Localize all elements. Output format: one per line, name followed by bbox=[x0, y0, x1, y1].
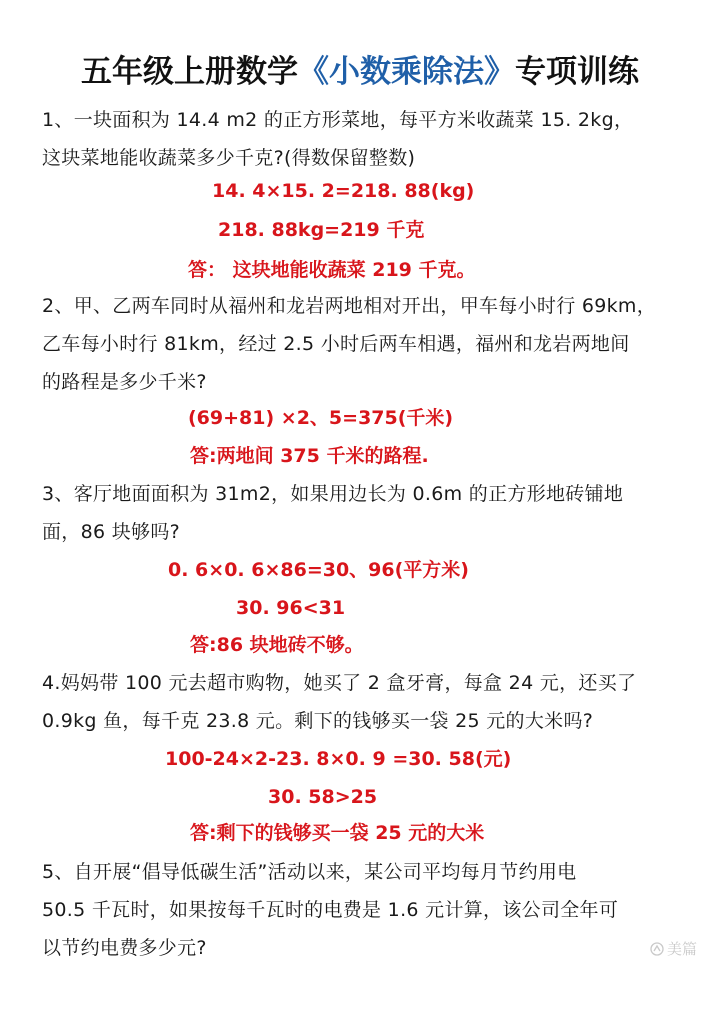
title-part-grade: 五年级上册数学 bbox=[81, 54, 298, 90]
question-line: 1、一块面积为 14.4 m2 的正方形菜地，每平方米收蔬菜 15. 2kg， bbox=[42, 109, 634, 131]
problem-3-final-answer: 答:86 块地砖不够。 bbox=[190, 634, 364, 656]
problem-3-answer-step-1: 0. 6×0. 6×86=30、96(平方米) bbox=[168, 559, 469, 581]
problem-5-question bbox=[42, 853, 692, 967]
problem-4-answer-step-1: 100-24×2-23. 8×0. 9 =30. 58(元) bbox=[165, 748, 512, 770]
title-part-topic: 《小数乘除法》 bbox=[298, 54, 515, 90]
watermark-text: 美篇 bbox=[667, 940, 698, 958]
question-line: 的路程是多少千米? bbox=[42, 371, 207, 393]
problem-4-question bbox=[42, 664, 692, 740]
question-line: 3、客厅地面面积为 31m2，如果用边长为 0.6m 的正方形地砖铺地 bbox=[42, 483, 624, 505]
problem-1-answer-step-2: 218. 88kg=219 千克 bbox=[218, 219, 425, 241]
problem-3-question bbox=[42, 475, 692, 551]
question-line: 4.妈妈带 100 元去超市购物，她买了 2 盒牙膏，每盒 24 元，还买了 bbox=[42, 672, 637, 694]
problem-1-answer-step-1: 14. 4×15. 2=218. 88(kg) bbox=[212, 180, 475, 202]
question-line: 面，86 块够吗? bbox=[42, 521, 181, 543]
problem-2-final-answer: 答:两地间 375 千米的路程. bbox=[190, 445, 429, 467]
problem-2-answer-step-1: (69+81) ×2、5=375(千米) bbox=[188, 407, 454, 429]
meipian-logo-icon bbox=[650, 942, 664, 956]
watermark bbox=[650, 938, 697, 959]
problem-4-answer-step-2: 30. 58>25 bbox=[268, 786, 378, 808]
question-line: 0.9kg 鱼，每千克 23.8 元。剩下的钱够买一袋 25 元的大米吗? bbox=[42, 710, 594, 732]
problem-2-question bbox=[42, 287, 692, 401]
question-line: 这块菜地能收蔬菜多少千克?(得数保留整数) bbox=[42, 147, 416, 169]
question-line: 5、自开展“倡导低碳生活”活动以来，某公司平均每月节约用电 bbox=[42, 861, 577, 883]
problem-1-final-answer: 答： 这块地能收蔬菜 219 千克。 bbox=[188, 259, 476, 281]
page-title bbox=[0, 50, 720, 94]
question-line: 2、甲、乙两车同时从福州和龙岩两地相对开出，甲车每小时行 69km， bbox=[42, 295, 657, 317]
title-part-suffix: 专项训练 bbox=[515, 54, 639, 90]
question-line: 以节约电费多少元? bbox=[42, 937, 207, 959]
question-line: 乙车每小时行 81km，经过 2.5 小时后两车相遇，福州和龙岩两地间 bbox=[42, 333, 630, 355]
problem-4-final-answer: 答:剩下的钱够买一袋 25 元的大米 bbox=[190, 822, 485, 844]
question-line: 50.5 千瓦时，如果按每千瓦时的电费是 1.6 元计算，该公司全年可 bbox=[42, 899, 619, 921]
problem-1-question bbox=[42, 101, 692, 177]
problem-3-answer-step-2: 30. 96<31 bbox=[236, 597, 346, 619]
